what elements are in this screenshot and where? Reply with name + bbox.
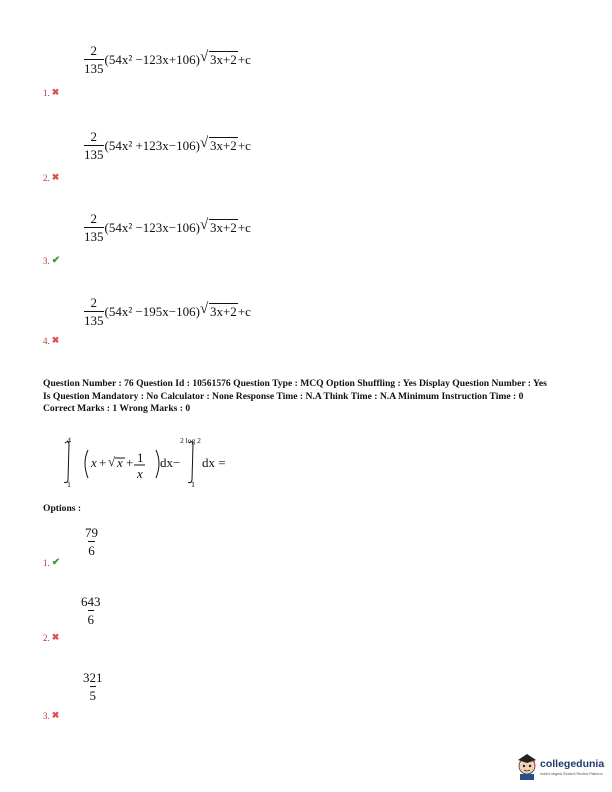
option-number: 3. [43,710,50,721]
q75-option-3-expression [84,212,251,243]
integral-lower-limit: 1 [191,480,195,489]
wrong-mark-icon: ✖ [51,172,60,182]
fraction [84,296,104,327]
sqrt-symbol: √ [108,454,116,469]
constant: +c [237,303,251,319]
option-number: 1. [43,87,50,98]
plus-sign: + [126,455,134,470]
differential-equals: dx = [202,455,226,470]
polynomial: (54x² −123x+106) [104,51,200,67]
q75-option-2-expression [84,130,251,161]
polynomial: (54x² −123x−106) [104,219,200,235]
numerator: 2 [90,129,97,144]
denominator: 135 [84,313,104,328]
q76-option-2-label [43,632,59,643]
wrong-mark-icon: ✖ [51,87,60,97]
options-heading: Options : [43,503,82,514]
wrong-mark-icon: ✖ [51,335,60,345]
fraction [84,212,104,243]
inner-denominator: x [137,466,143,481]
square-root: √ 3x+2 [199,134,237,153]
denominator: 135 [84,61,104,76]
option-number: 4. [43,335,50,346]
radicand: 3x+2 [209,303,237,319]
denominator: 135 [84,147,104,162]
metadata-line-2: Is Question Mandatory : No Calculator : None Response Time : N.A Think Time : N.A Minimum Instruction Time : 0 [43,390,524,402]
inner-numerator: 1 [137,450,144,465]
numerator: 2 [90,295,97,310]
polynomial: (54x² −195x−106) [104,303,200,319]
option-number: 1. [43,557,50,568]
plus-sign: + [99,455,107,470]
integral-lower-limit: 1 [67,480,71,489]
collegedunia-logo [516,750,608,784]
integral-upper-limit: 2 log 2 [180,436,201,445]
constant: +c [237,219,251,235]
q76-option-1-label [43,557,60,568]
q75-option-1-expression [84,44,251,75]
denominator: 6 [87,612,94,627]
wrong-mark-icon: ✖ [51,710,60,720]
numerator: 2 [90,43,97,58]
q75-option-4-label [43,335,59,346]
radicand: 3x+2 [209,219,237,235]
radicand: 3x+2 [209,51,237,67]
q76-option-1-fraction [84,526,99,557]
logo-tagline: India's largest Student Review Platform [540,772,603,776]
square-root: √ 3x+2 [199,216,237,235]
option-number: 2. [43,172,50,183]
q76-option-2-fraction [80,595,102,626]
square-root: √ 3x+2 [199,300,237,319]
question-integral [55,436,255,492]
constant: +c [237,51,251,67]
numerator: 643 [81,594,101,609]
q75-option-1-label [43,87,59,98]
radicand: 3x+2 [209,137,237,153]
q75-option-3-label [43,255,60,266]
metadata-line-3: Correct Marks : 1 Wrong Marks : 0 [43,403,191,414]
polynomial: (54x² +123x−106) [104,137,200,153]
q75-option-4-expression [84,296,251,327]
question-metadata [43,378,583,416]
mascot-icon [516,752,538,780]
q75-option-2-label [43,172,59,183]
denominator: 5 [89,688,96,703]
q76-option-3-fraction [82,671,104,702]
integral-upper-limit: 4 [67,436,71,445]
correct-mark-icon: ✔ [51,557,61,568]
denominator: 6 [88,543,95,558]
fraction [84,130,104,161]
numerator: 321 [83,670,103,685]
differential: dx− [160,455,181,470]
correct-mark-icon: ✔ [51,255,61,266]
square-root: √ 3x+2 [199,48,237,67]
sqrt-radicand: x [117,455,123,470]
option-number: 3. [43,255,50,266]
numerator: 79 [85,525,98,540]
constant: +c [237,137,251,153]
logo-name: collegedunia [540,758,605,770]
fraction [84,44,104,75]
metadata-line-1: Question Number : 76 Question Id : 10561576 Question Type : MCQ Option Shuffling : Yes Display Question Number : Yes [43,378,547,389]
numerator: 2 [90,211,97,226]
option-number: 2. [43,632,50,643]
wrong-mark-icon: ✖ [51,632,60,642]
term-x: x [91,455,97,470]
q76-option-3-label [43,710,59,721]
denominator: 135 [84,229,104,244]
